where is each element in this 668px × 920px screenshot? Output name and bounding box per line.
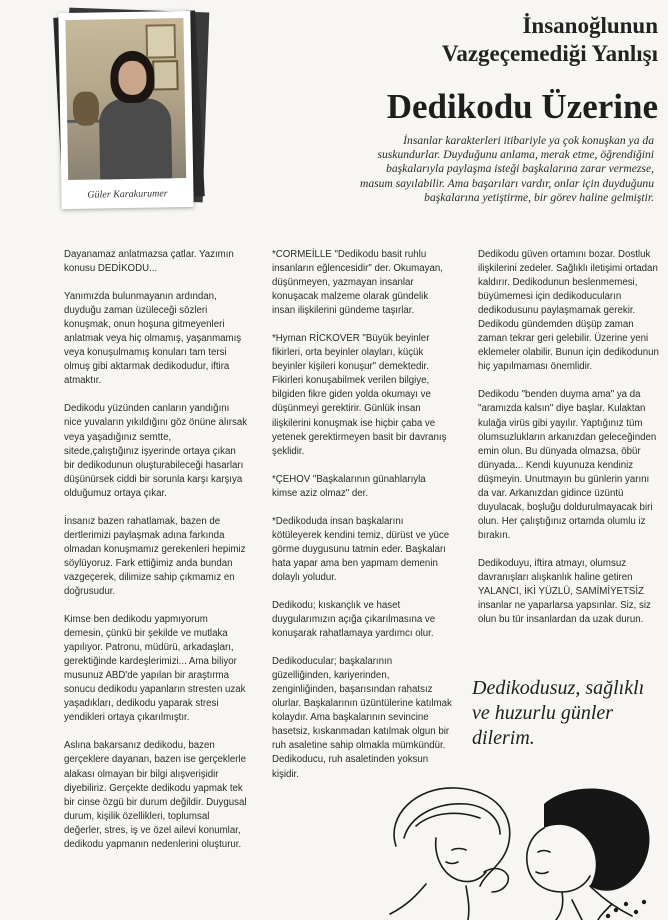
- text-column-2: [272, 248, 452, 796]
- kicker-line-1: İnsanoğlunun: [522, 13, 658, 38]
- author-photo: [65, 18, 186, 180]
- paragraph: *ÇEHOV "Başkalarının günahlarıyla kimse aziz olmaz" der.: [272, 473, 426, 499]
- paragraph: Dedikodu güven ortamını bozar. Dostluk ilişkilerini zedeler. Sağlıklı iletişimi ortadan kaldırır. Dedikodunun beslenmemesi, büyümemesi için dedikoducuların dedikodusunu paylaşmamak gerekir. Dedikodu gündemden düşüp zaman zaman tekrar geri gelebilir. Üzerine yeni eklemeler olabilir. Bunun için dedikodunun hiç yapılmaması önemlidir.: [478, 249, 659, 373]
- text-column-1: [64, 248, 248, 866]
- paragraph: Dedikodu yüzünden canların yandığını nice yuvaların yıkıldığını göz önüne alırsak veya yaşadığınız semtte, sitede,çalıştığınız işyerinde ortaya çıkan bir dedikodunun oluşturabileceği hasarları düşünürsek ciddi bir sorunla karşı karşıya olduğumuz ortaya çıkar.: [64, 403, 248, 499]
- paragraph: *CORMEİLLE "Dedikodu basit ruhlu insanların eğlencesidir" der. Okumayan, düşünmeyen, yazmayan insanlar konuşacak malzeme olarak gündelik insan ilişkilerini gündeme taşırlar.: [272, 249, 443, 317]
- paragraph: Dayanamaz anlatmazsa çatlar. Yazımın konusu DEDİKODU...: [64, 249, 234, 275]
- paragraph: Dedikoduyu, iftira atmayı, olumsuz davranışları alışkanlık haline getiren YALANCI, İKİ YÜZLÜ, SAMİMİYETSİZ insanlar ne yaparlarsa yapsınlar. Siz, siz olun bu tür insanlardan da uzak durun.: [478, 557, 651, 626]
- closing-wish: Dedikodusuz, sağlıklı ve huzurlu günler dilerim.: [472, 677, 645, 749]
- paragraph: Yanımızda bulunmayanın ardından, duyduğu zaman üzüleceği sözleri konuşmak, onun hoşuna gitmeyenleri anlatmak veya hiç olmamış, yaşanmamış veya konuşulmamış konuları tam tersi olmuş gibi aktarmak dedikodudur, iftira atmaktır.: [64, 291, 242, 387]
- author-photo-card: [58, 11, 193, 209]
- flower-decoration: [73, 91, 100, 125]
- paragraph: Dedikodu "benden duyma ama" ya da "aramızda kalsın" diye başlar. Kulaktan kulağa virüs gibi yayılır. Yaptığınız tüm olumsuzlukların arkanızdan geleceğinden emin olun. Bu dünyada olmazsa, öbür dünyada... Kendi kuyunuza kendiniz düşmeyin. Unutmayın bu günlerin yarını da var. Arkanızdan gidince üzüntü duyulacak, boşluğu doldurulmayacak biri olun. Her çalıştığınız ortamda olumlu iz bırakın.: [478, 389, 657, 541]
- paragraph: Dedikodu; kıskançlık ve haset duygularımızın açığa çıkarılmasına ve konuşarak rahatlamaya yardımcı olur.: [272, 599, 436, 640]
- wall-frame: [152, 60, 179, 90]
- author-photo-stack: [52, 8, 212, 208]
- gossip-illustration: [376, 776, 656, 920]
- paragraph: *Hyman RİCKOVER "Büyük beyinler fikirleri, orta beyinler olayları, küçük beyinler kişileri konuşur" demektedir. Fikirleri konuşabilmek verilen bilgiye, bilgiden fikre giden yolda okumayı ve düşünmeyi gerektirir. Günlük insan ilişkilerini konuşmak ise hiçbir çaba ve yetenek gerektirmeyen basit bir davranış şeklidir.: [272, 333, 447, 457]
- photo-caption: Güler Karakurumer: [87, 188, 168, 201]
- wall-frame: [146, 24, 177, 59]
- author-figure-face: [118, 61, 147, 95]
- paragraph: İnsanız bazen rahatlamak, bazen de dertlerimizi paylaşmak adına farkında olmadan konuşmamız gerekenleri hepimiz söylüyoruz. Fark ettiğimiz anda bundan vazgeçerek, dilimize sahip çıkmamız en doğrusudur.: [64, 515, 246, 597]
- paragraph: Aslına bakarsanız dedikodu, bazen gerçeklere dayanan, bazen ise gerçeklerle alakası olmayan bir bilgi alışverişidir diyebiliriz. Gerçekte dedikodu yapmak tek bir cinse özgü bir durum değildir. Duygusal durum, kişilik özellikleri, toplumsal değerler, stres, iş ve özel ailevi konumlar, dedikodu yapmanın nedenlerini oluşturur.: [64, 740, 247, 850]
- kicker-line-2: Vazgeçemediği Yanlışı: [441, 41, 658, 66]
- article-title: Dedikodu Üzerine: [386, 87, 658, 126]
- paragraph: *Dedikoduda insan başkalarını kötüleyerek kendini temiz, dürüst ve yüce görme duygusunu tatmin eder. Başkaları hata yapar ama ben yapmam demenin dolaylı yoludur.: [272, 515, 450, 583]
- paragraph: Kimse ben dedikodu yapmıyorum demesin, çünkü bir şekilde ve mutlaka yapılıyor. Patronu, müdürü, arkadaşları, gerektiğinde kardeşlerimizi... Ama biliyor musunuz ABD'de yapılan bir araştırma sonucu dedikodu yapanların stresten uzak yaşadıkları, dedikodu yaparak stresi yendikleri ortaya çıkarılmıştır.: [64, 614, 246, 724]
- paragraph: Dedikoducular; başkalarının güzelliğinden, kariyerinden, zenginliğinden, başarısından rahatsız olurlar. Başkalarının üzüntülerine katılmak kolaydır. Ama başkalarının sevincine hasetsiz, kıskanmadan katılmak olgun bir ruh asaletine sahip olmakla mümkündür. Dedikoducu, ruh asaletinden yoksun kişidir.: [272, 656, 452, 780]
- article-kicker: [298, 12, 658, 68]
- author-figure-body: [99, 98, 173, 180]
- article-intro: İnsanlar karakterleri itibariyle ya çok konuşkan ya da suskundurlar. Duyduğunu anlama, merak etme, öğrendiğini başkalarıyla paylaşma isteği başkalarına zarar vermezse, masum sayılabilir. Ama başarıları vardır, onlar için duyduğunu başkalarına yetiştirme, bir görev haline gelmiştir.: [359, 134, 654, 204]
- text-column-3: [478, 248, 660, 641]
